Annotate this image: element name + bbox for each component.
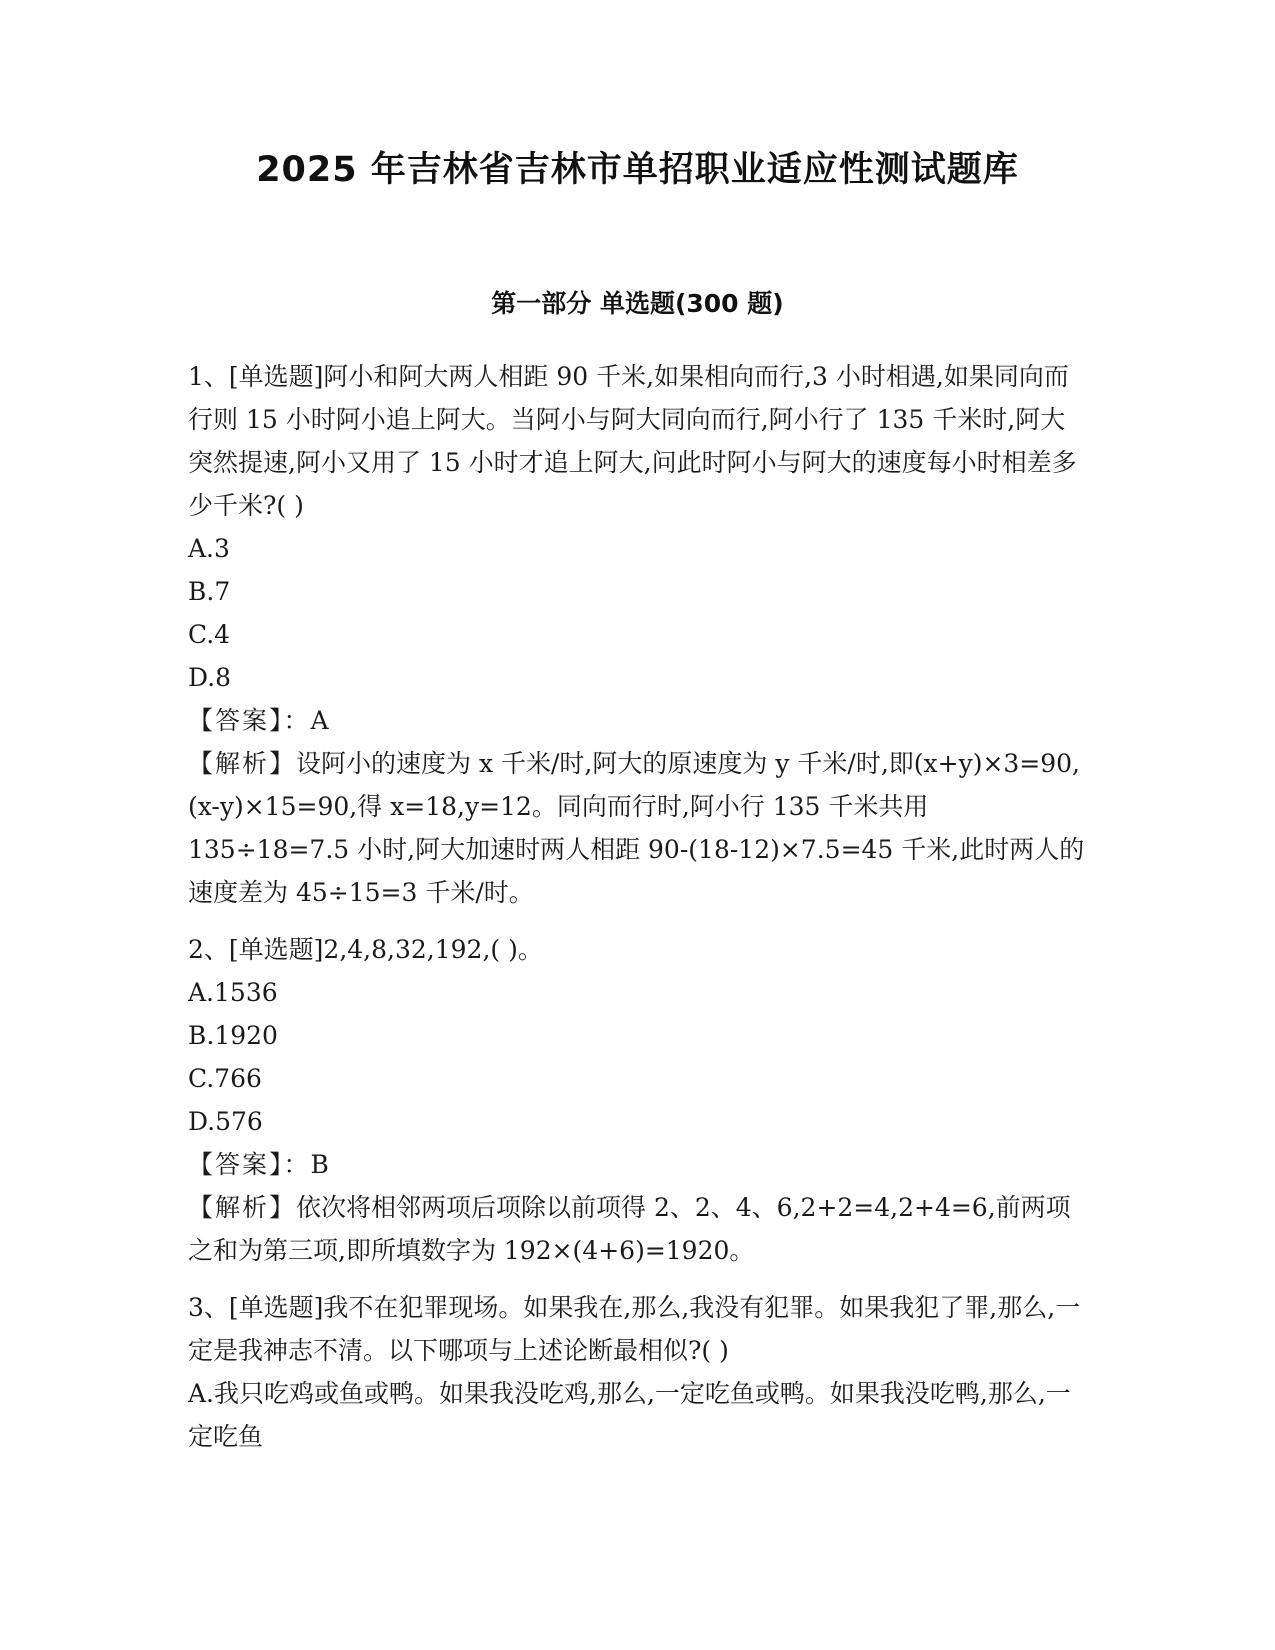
option-a: A.1536 (188, 978, 278, 1007)
answer-line (188, 699, 1088, 742)
option-b: B.7 (188, 577, 231, 606)
option-d: D.8 (188, 663, 232, 692)
question-1 (188, 355, 1088, 914)
answer-label: 【答案】： (188, 1150, 311, 1179)
option-d: D.576 (188, 1107, 263, 1136)
option-c: C.766 (188, 1064, 262, 1093)
analysis-text: 设阿小的速度为 x 千米/时,阿大的原速度为 y 千米/时,即(x+y)×3=90,(x-y)×15=90,得 x=18,y=12。同向而行时,阿小行 135 千米共用 135÷18=7.5 小时,阿大加速时两人相距 90-(18-12)×7.5=45 千米,此时两人的速度差为 45÷15=3 千米/时。 (188, 749, 1085, 907)
question-list (188, 355, 1088, 1472)
answer-value: A (310, 706, 329, 735)
analysis-line (188, 1186, 1088, 1272)
analysis-text: 依次将相邻两项后项除以前项得 2、2、4、6,2+2=4,2+4=6,前两项之和为第三项,即所填数字为 192×(4+6)=1920。 (188, 1193, 1071, 1265)
question-2 (188, 928, 1088, 1272)
option-c: C.4 (188, 620, 231, 649)
answer-value: B (310, 1150, 329, 1179)
document-title: 2025 年吉林省吉林市单招职业适应性测试题库 (256, 150, 1019, 190)
analysis-line (188, 742, 1088, 914)
question-stem: 1、[单选题]阿小和阿大两人相距 90 千米,如果相向而行,3 小时相遇,如果同向而行则 15 小时阿小追上阿大。当阿小与阿大同向而行,阿小行了 135 千米时,阿大突然提速,阿小又用了 15 小时才追上阿大,问此时阿小与阿大的速度每小时相差多少千米?( ) (188, 362, 1077, 520)
question-stem: 3、[单选题]我不在犯罪现场。如果我在,那么,我没有犯罪。如果我犯了罪,那么,一定是我神志不清。以下哪项与上述论断最相似?( ) (188, 1293, 1081, 1365)
answer-line (188, 1143, 1088, 1186)
question-3 (188, 1286, 1088, 1458)
section-title: 第一部分 单选题(300 题) (491, 289, 784, 318)
analysis-label: 【解析】 (188, 749, 297, 778)
answer-label: 【答案】： (188, 706, 311, 735)
option-b: B.1920 (188, 1021, 278, 1050)
question-stem: 2、[单选题]2,4,8,32,192,( )。 (188, 935, 543, 964)
analysis-label: 【解析】 (188, 1193, 297, 1222)
option-a: A.我只吃鸡或鱼或鸭。如果我没吃鸡,那么,一定吃鱼或鸭。如果我没吃鸭,那么,一定吃鱼 (188, 1379, 1071, 1451)
option-a: A.3 (188, 534, 230, 563)
